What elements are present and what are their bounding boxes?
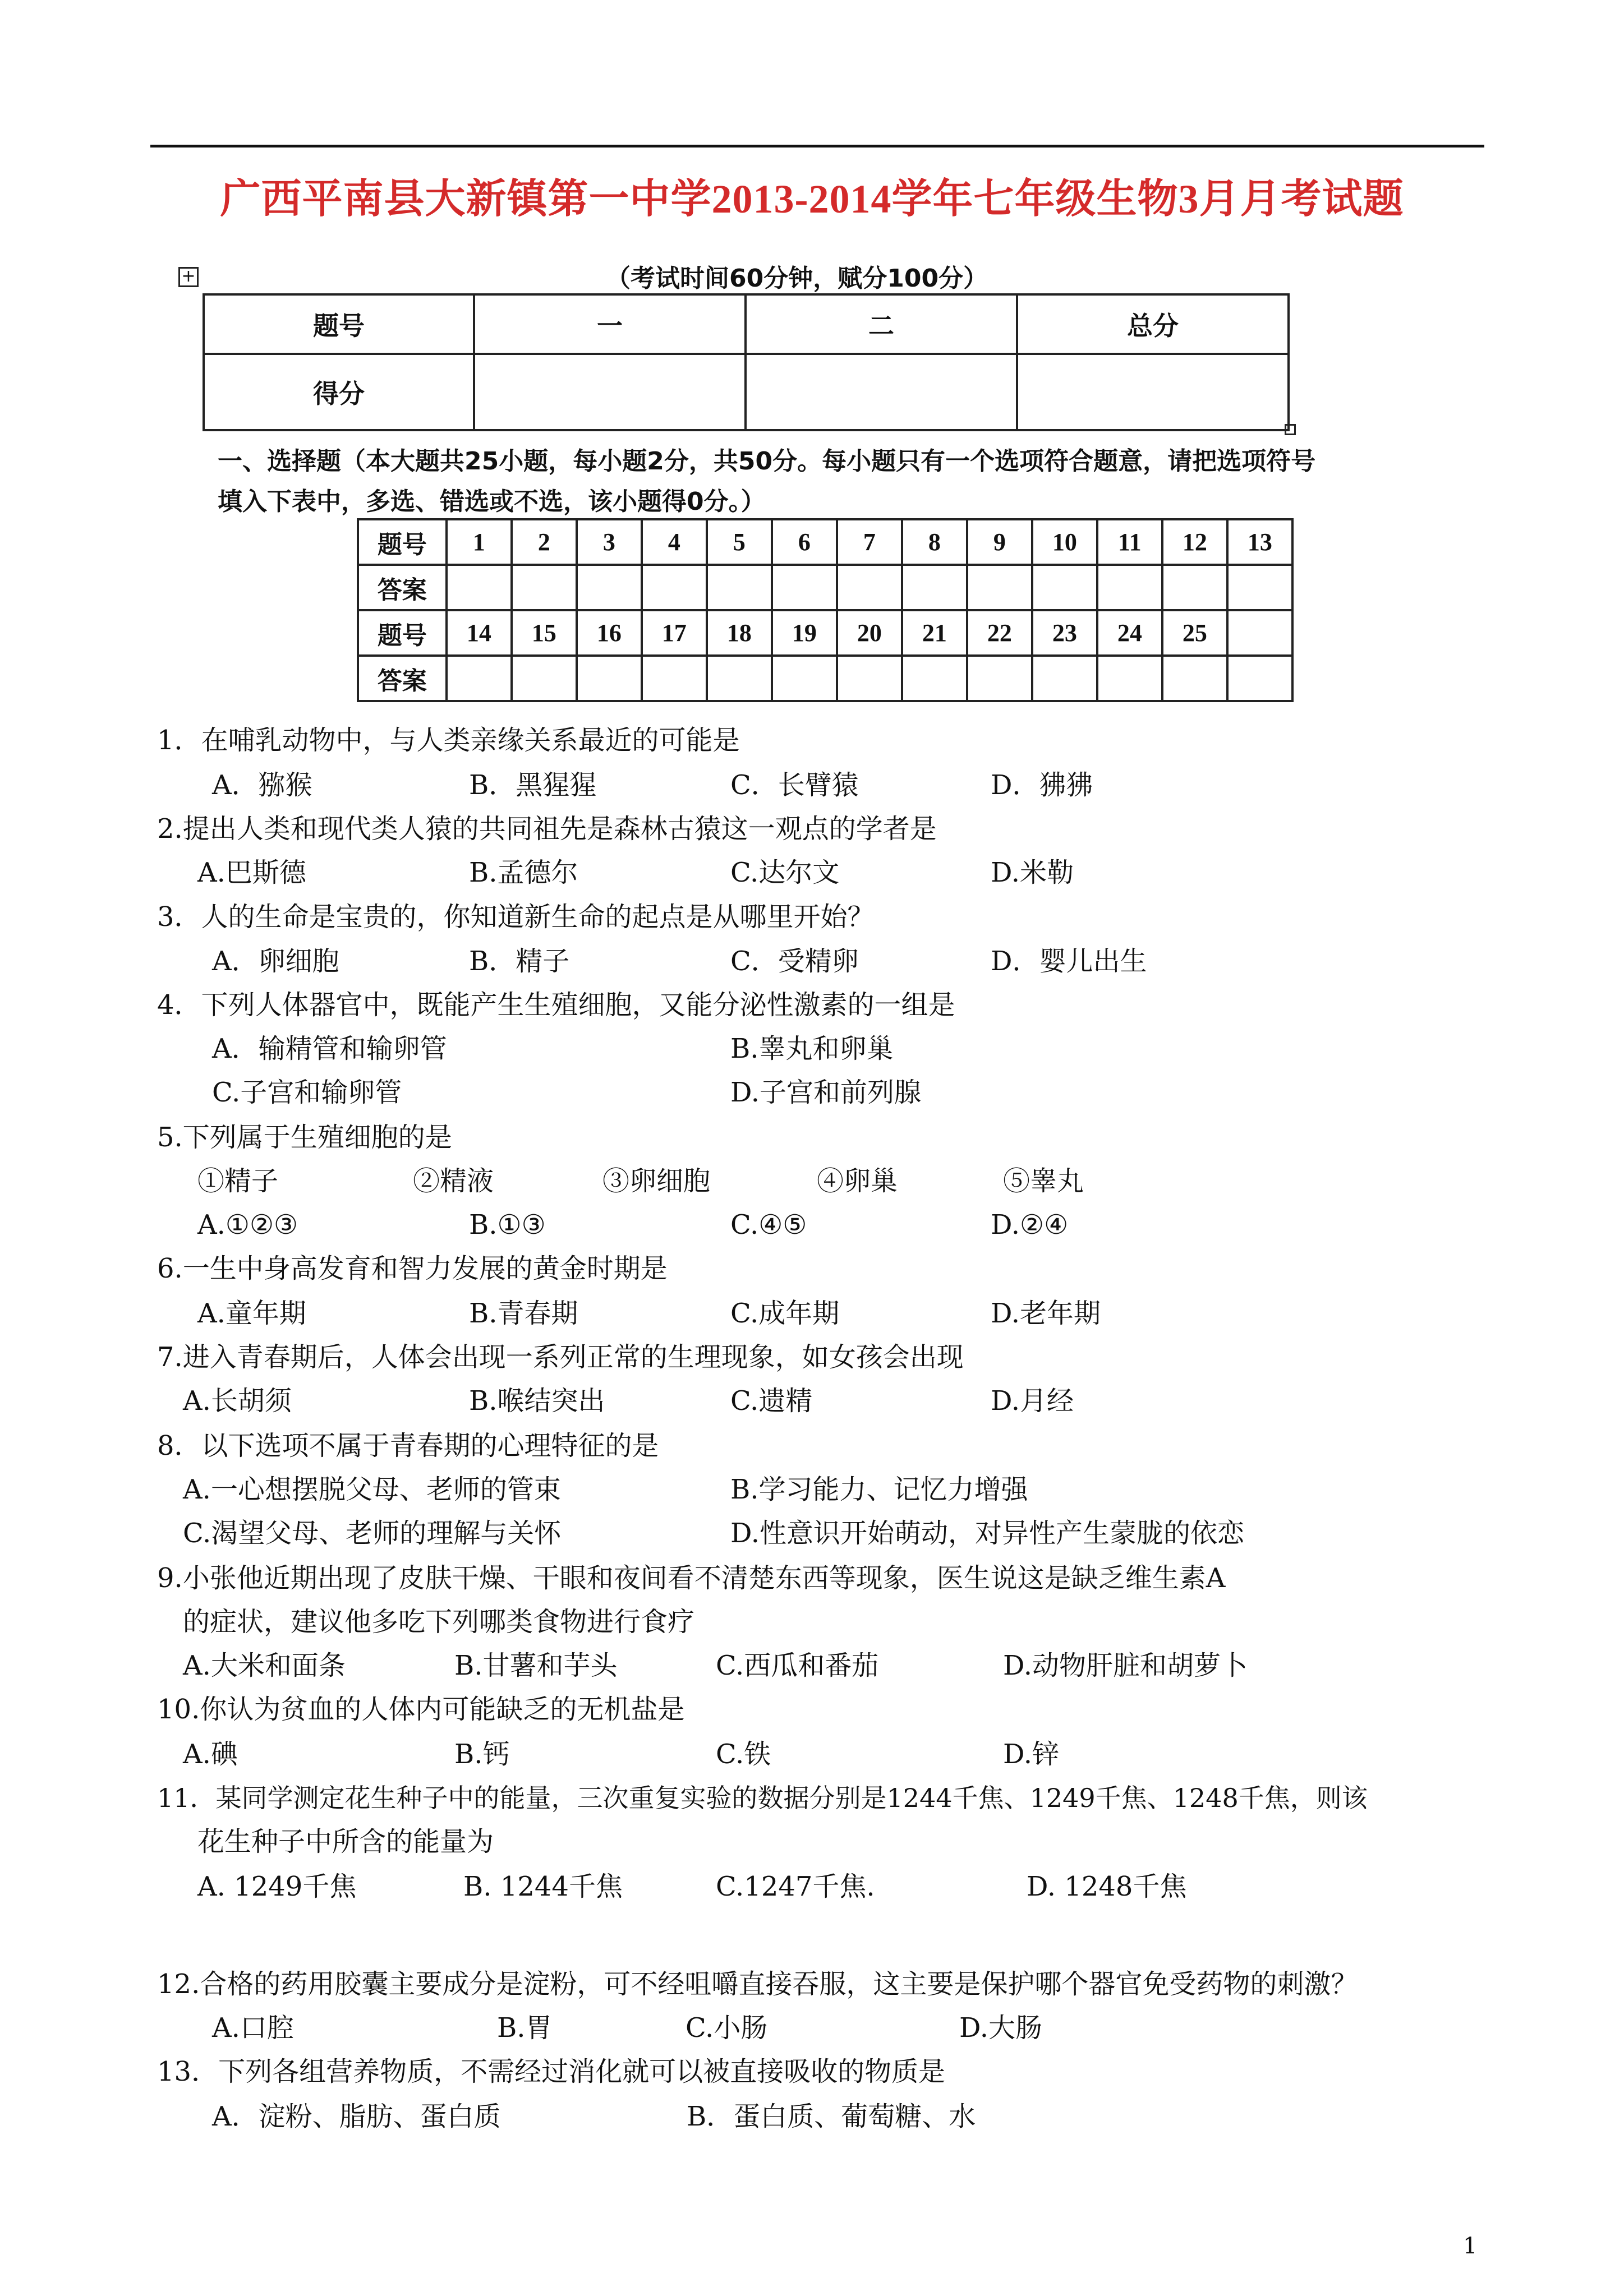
score-row-label: 得分: [204, 354, 474, 430]
q-number: 24: [1097, 610, 1162, 656]
q-number: 12: [1162, 519, 1227, 565]
question-1-stem: 1．在哺乳动物中，与人类亲缘关系最近的可能是: [157, 725, 740, 756]
q5-item-3: ③卵细胞: [602, 1165, 711, 1197]
question-2-stem: 2.提出人类和现代类人猿的共同祖先是森林古猿这一观点的学者是: [157, 813, 937, 845]
q11-option-d: D. 1248千焦: [1027, 1871, 1187, 1902]
q-number: 23: [1032, 610, 1097, 656]
score-header-part2: 二: [746, 294, 1017, 354]
q10-option-b: B.钙: [454, 1739, 510, 1770]
answer-cell[interactable]: [772, 656, 837, 701]
question-11-stem-continued: 花生种子中所含的能量为: [197, 1826, 494, 1857]
q5-option-a: A.①②③: [197, 1209, 298, 1241]
q4-option-b: B.睾丸和卵巢: [730, 1033, 894, 1064]
question-11-stem: 11．某同学测定花生种子中的能量，三次重复实验的数据分别是1244千焦、1249千焦、1248千焦，则该: [157, 1783, 1368, 1813]
answer-cell[interactable]: [902, 565, 967, 610]
answer-cell[interactable]: [1097, 565, 1162, 610]
answer-row-label: 题号: [358, 519, 447, 565]
answer-cell[interactable]: [772, 565, 837, 610]
q13-option-b: B．蛋白质、葡萄糖、水: [687, 2101, 976, 2132]
answer-row-label: 答案: [358, 565, 447, 610]
q-number: 3: [577, 519, 642, 565]
score-header-part1: 一: [474, 294, 746, 354]
question-9-stem-continued: 的症状，建议他多吃下列哪类食物进行食疗: [183, 1606, 695, 1638]
q-number: 15: [512, 610, 577, 656]
q12-option-a: A.口腔: [212, 2012, 294, 2044]
answer-cell[interactable]: [577, 656, 642, 701]
answer-cell[interactable]: [447, 656, 512, 701]
q8-option-c: C.渴望父母、老师的理解与关怀: [183, 1518, 562, 1549]
q7-option-a: A.长胡须: [183, 1385, 292, 1417]
answer-cell[interactable]: [512, 565, 577, 610]
score-table-header-row: [204, 294, 1289, 354]
question-9-stem: 9.小张他近期出现了皮肤干燥、干眼和夜间看不清楚东西等现象，医生说这是缺乏维生素A: [157, 1562, 1226, 1594]
score-cell-total[interactable]: [1017, 354, 1289, 430]
top-rule: [150, 145, 1484, 147]
answer-cell[interactable]: [447, 565, 512, 610]
q7-option-c: C.遗精: [730, 1385, 813, 1417]
q2-option-a: A.巴斯德: [197, 857, 306, 888]
answer-cell[interactable]: [512, 656, 577, 701]
q4-option-d: D.子宫和前列腺: [730, 1077, 922, 1108]
answer-cell[interactable]: [1032, 565, 1097, 610]
answer-cell[interactable]: [1032, 656, 1097, 701]
section1-instructions-line2: 填入下表中，多选、错选或不选，该小题得0分。）: [218, 487, 766, 516]
q9-option-a: A.大米和面条: [183, 1650, 346, 1681]
score-header-total: 总分: [1017, 294, 1289, 354]
answer-cell[interactable]: [1162, 656, 1227, 701]
answer-number-row-1: [358, 519, 1292, 565]
answer-cell[interactable]: [837, 565, 902, 610]
q5-option-d: D.②④: [991, 1209, 1069, 1241]
q-number: 8: [902, 519, 967, 565]
q4-option-c: C.子宫和输卵管: [212, 1077, 402, 1108]
table-move-handle-icon[interactable]: +: [178, 267, 199, 287]
score-table-score-row: [204, 354, 1289, 430]
q3-option-c: C．受精卵: [730, 946, 859, 977]
answer-blank-row-2: [358, 656, 1292, 701]
question-10-stem: 10.你认为贫血的人体内可能缺乏的无机盐是: [157, 1694, 685, 1725]
answer-cell[interactable]: [642, 565, 707, 610]
q-number: 20: [837, 610, 902, 656]
q3-option-d: D．婴儿出生: [991, 946, 1147, 977]
q8-option-b: B.学习能力、记忆力增强: [730, 1474, 1028, 1505]
section1-instructions-line1: 一、选择题（本大题共25小题，每小题2分，共50分。每小题只有一个选项符合题意，请把选项符号: [218, 447, 1316, 476]
question-5-stem: 5.下列属于生殖细胞的是: [157, 1122, 452, 1153]
question-3-stem: 3．人的生命是宝贵的，你知道新生命的起点是从哪里开始？: [157, 901, 875, 933]
q6-option-a: A.童年期: [197, 1298, 306, 1329]
q4-option-a: A．输精管和输卵管: [212, 1033, 447, 1064]
q5-item-4: ④卵巢: [817, 1165, 898, 1197]
q9-option-c: C.西瓜和番茄: [716, 1650, 879, 1681]
question-12-stem: 12.合格的药用胶囊主要成分是淀粉，可不经咀嚼直接吞服，这主要是保护哪个器官免受药物的刺激？: [157, 1968, 1358, 2000]
q9-option-d: D.动物肝脏和胡萝卜: [1003, 1650, 1248, 1681]
answer-row-label: 题号: [358, 610, 447, 656]
question-6-stem: 6.一生中身高发育和智力发展的黄金时期是: [157, 1253, 668, 1284]
q5-option-c: C.④⑤: [730, 1209, 807, 1241]
answer-cell[interactable]: [1227, 565, 1292, 610]
table-resize-handle-icon[interactable]: [1285, 424, 1296, 435]
q-number: 19: [772, 610, 837, 656]
q11-option-c: C.1247千焦.: [716, 1871, 875, 1902]
q-number: 7: [837, 519, 902, 565]
answer-cell[interactable]: [707, 565, 772, 610]
q8-option-a: A.一心想摆脱父母、老师的管束: [183, 1474, 561, 1505]
q1-option-b: B．黑猩猩: [469, 769, 597, 801]
answer-cell[interactable]: [707, 656, 772, 701]
q-number: 10: [1032, 519, 1097, 565]
score-cell-part1[interactable]: [474, 354, 746, 430]
answer-cell[interactable]: [902, 656, 967, 701]
q12-option-c: C.小肠: [686, 2012, 768, 2044]
q11-option-a: A. 1249千焦: [197, 1871, 357, 1902]
answer-cell[interactable]: [967, 656, 1032, 701]
q5-option-b: B.①③: [469, 1209, 546, 1241]
q6-option-c: C.成年期: [730, 1298, 840, 1329]
q-number: 4: [642, 519, 707, 565]
score-cell-part2[interactable]: [746, 354, 1017, 430]
answer-cell[interactable]: [967, 565, 1032, 610]
q5-item-2: ②精液: [413, 1165, 494, 1197]
q-number: 22: [967, 610, 1032, 656]
q7-option-d: D.月经: [991, 1385, 1074, 1417]
q-number: 17: [642, 610, 707, 656]
q-number: [1227, 610, 1292, 656]
q-number: 6: [772, 519, 837, 565]
q-number: 14: [447, 610, 512, 656]
answer-table: [357, 518, 1294, 702]
answer-blank-row-1: [358, 565, 1292, 610]
answer-cell[interactable]: [837, 656, 902, 701]
q6-option-d: D.老年期: [991, 1298, 1101, 1329]
q-number: 5: [707, 519, 772, 565]
answer-row-label: 答案: [358, 656, 447, 701]
q3-option-b: B．精子: [469, 946, 570, 977]
score-header-label: 题号: [204, 294, 474, 354]
answer-cell[interactable]: [1227, 656, 1292, 701]
q-number: 16: [577, 610, 642, 656]
answer-cell[interactable]: [577, 565, 642, 610]
q2-option-b: B.孟德尔: [469, 857, 578, 888]
q9-option-b: B.甘薯和芋头: [454, 1650, 618, 1681]
q-number: 21: [902, 610, 967, 656]
answer-cell[interactable]: [642, 656, 707, 701]
q1-option-c: C．长臂猿: [730, 769, 859, 801]
answer-cell[interactable]: [1097, 656, 1162, 701]
q12-option-b: B.胃: [497, 2012, 553, 2044]
page-title: 广西平南县大新镇第一中学2013-2014学年七年级生物3月月考试题: [220, 177, 1404, 222]
q-number: 1: [447, 519, 512, 565]
q8-option-d: D.性意识开始萌动，对异性产生蒙胧的依恋: [730, 1518, 1245, 1549]
q10-option-a: A.碘: [183, 1739, 238, 1770]
q11-option-b: B. 1244千焦: [463, 1871, 623, 1902]
q13-option-a: A．淀粉、脂肪、蛋白质: [212, 2101, 501, 2132]
q-number: 13: [1227, 519, 1292, 565]
q10-option-d: D.锌: [1003, 1739, 1060, 1770]
q7-option-b: B.喉结突出: [469, 1385, 605, 1417]
question-8-stem: 8．以下选项不属于青春期的心理特征的是: [157, 1430, 659, 1461]
question-13-stem: 13．下列各组营养物质，不需经过消化就可以被直接吸收的物质是: [157, 2056, 946, 2087]
exam-info: （考试时间60分钟，赋分100分）: [606, 264, 988, 293]
page-number: 1: [1463, 2233, 1478, 2259]
q-number: 18: [707, 610, 772, 656]
answer-cell[interactable]: [1162, 565, 1227, 610]
q2-option-c: C.达尔文: [730, 857, 840, 888]
q12-option-d: D.大肠: [959, 2012, 1043, 2044]
q1-option-d: D．狒狒: [991, 769, 1093, 801]
q-number: 11: [1097, 519, 1162, 565]
q-number: 25: [1162, 610, 1227, 656]
q-number: 9: [967, 519, 1032, 565]
q3-option-a: A．卵细胞: [212, 946, 339, 977]
q10-option-c: C.铁: [716, 1739, 771, 1770]
score-table: [203, 293, 1290, 431]
q2-option-d: D.米勒: [991, 857, 1074, 888]
q6-option-b: B.青春期: [469, 1298, 578, 1329]
question-7-stem: 7.进入青春期后，人体会出现一系列正常的生理现象，如女孩会出现: [157, 1341, 964, 1373]
q1-option-a: A．猕猴: [212, 769, 312, 801]
question-4-stem: 4．下列人体器官中，既能产生生殖细胞，又能分泌性激素的一组是: [157, 989, 955, 1021]
q5-item-1: ①精子: [197, 1165, 279, 1197]
answer-number-row-2: [358, 610, 1292, 656]
q-number: 2: [512, 519, 577, 565]
q5-item-5: ⑤睾丸: [1003, 1165, 1084, 1197]
